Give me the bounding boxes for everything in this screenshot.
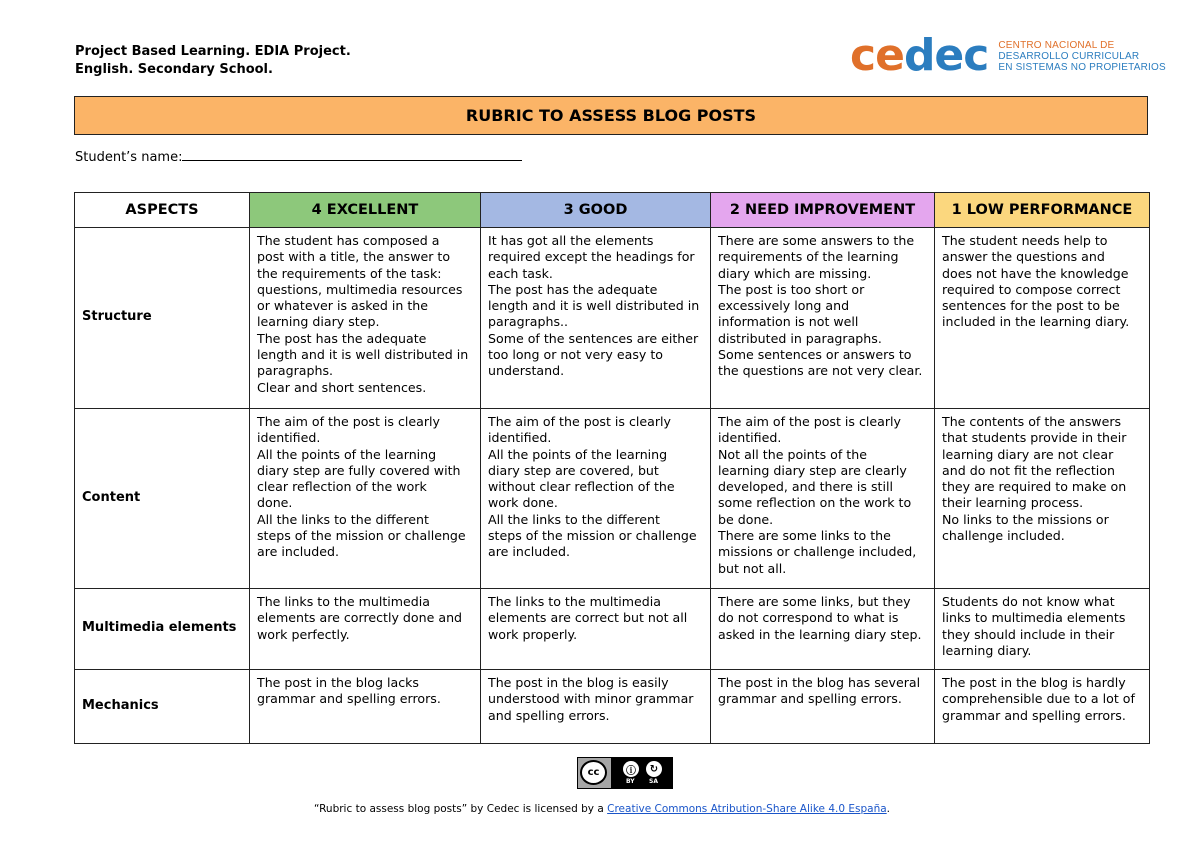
- cell-text-line: The post has the adequate: [257, 330, 427, 346]
- cell-text-line: All the points of the learning: [488, 446, 668, 462]
- sa-share-alike-icon: ↻: [646, 761, 662, 777]
- cell-text-line: identified.: [257, 430, 321, 446]
- rubric-cell: [250, 589, 481, 670]
- cedec-logo: [850, 30, 1166, 81]
- cell-text-line: It has got all the elements: [488, 233, 654, 248]
- cell-text-line: the requirements of the task:: [257, 265, 442, 281]
- cell-text-line: missions or challenge included,: [718, 544, 917, 560]
- cell-text-line: There are some links to the: [718, 528, 891, 544]
- cell-text-line: comprehensible due to a lot of: [942, 691, 1135, 707]
- cell-text-line: steps of the mission or challenge: [488, 528, 697, 544]
- cell-text-line: work properly.: [488, 626, 578, 642]
- cell-text-line: There are some links, but they: [718, 594, 911, 609]
- cell-text-line: paragraphs.: [257, 363, 334, 379]
- rubric-cell: [481, 409, 711, 589]
- cell-text-line: The aim of the post is clearly: [488, 414, 672, 429]
- rubric-cell: [935, 409, 1150, 589]
- cell-text-line: The student has composed a: [257, 233, 440, 248]
- cell-text-line: Students do not know what: [942, 594, 1115, 609]
- cell-text-line: elements are correctly done and: [257, 610, 463, 626]
- cell-text-line: learning diary.: [942, 642, 1032, 658]
- cell-text-line: excessively long and: [718, 298, 850, 314]
- cell-text-line: learning diary are not clear: [942, 446, 1114, 462]
- cell-text-line: requirements of the learning: [718, 249, 899, 265]
- cell-text-line: diary step are fully covered with: [257, 462, 461, 478]
- cc-by-sa-badge[interactable]: [577, 757, 673, 789]
- cell-text-line: are included.: [488, 544, 570, 560]
- cell-text-line: answer the questions and: [942, 249, 1105, 265]
- cell-text-line: done.: [257, 495, 293, 511]
- cell-text-line: links to multimedia elements: [942, 610, 1126, 626]
- rubric-cell: [711, 589, 935, 670]
- cell-text-line: or whatever is asked in the: [257, 298, 429, 314]
- rubric-table: [74, 192, 1150, 744]
- cell-text-line: be done.: [718, 511, 774, 527]
- cell-text-line: too long or not very easy to: [488, 347, 664, 363]
- cell-text-line: required to compose correct: [942, 281, 1121, 297]
- cc-badge-dark-panel: [611, 758, 672, 788]
- cell-text-line: The links to the multimedia: [488, 594, 661, 609]
- header-project-line: Project Based Learning. EDIA Project.: [75, 44, 351, 59]
- student-name-field: [75, 147, 522, 165]
- rubric-cell: [481, 589, 711, 670]
- column-header-2: 3 GOOD: [481, 193, 711, 228]
- student-name-blank-line: [182, 147, 522, 161]
- cell-text-line: elements are correct but not all: [488, 610, 688, 626]
- cell-text-line: length and it is well distributed in: [488, 298, 700, 314]
- table-row: [75, 670, 1150, 744]
- rubric-cell: [250, 670, 481, 744]
- cell-text-line: some reflection on the work to: [718, 495, 912, 511]
- cell-text-line: the questions are not very clear.: [718, 363, 923, 379]
- cell-text-line: sentences for the post to be: [942, 298, 1120, 314]
- cell-text-line: included in the learning diary.: [942, 314, 1130, 330]
- license-suffix: .: [886, 803, 891, 815]
- cell-text-line: asked in the learning diary step.: [718, 626, 922, 642]
- rubric-title: RUBRIC TO ASSESS BLOG POSTS: [74, 96, 1148, 135]
- cell-text-line: distributed in paragraphs.: [718, 330, 882, 346]
- cell-text-line: learning diary step.: [257, 314, 380, 330]
- rubric-cell: [711, 228, 935, 409]
- cell-text-line: challenge included.: [942, 528, 1065, 544]
- table-row: [75, 589, 1150, 670]
- logo-sub-line2: DESARROLLO CURRICULAR: [998, 50, 1140, 62]
- cell-text-line: understood with minor grammar: [488, 691, 694, 707]
- cell-text-line: The post in the blog is easily: [488, 675, 669, 690]
- cell-text-line: length and it is well distributed in: [257, 347, 469, 363]
- table-row: [75, 228, 1150, 409]
- cedec-wordmark: [850, 30, 989, 81]
- license-prefix: “Rubric to assess blog posts” by Cedec is licensed by a: [313, 803, 608, 815]
- column-header-4: 1 LOW PERFORMANCE: [935, 193, 1150, 228]
- sa-label: SA: [649, 778, 658, 785]
- table-row: [75, 409, 1150, 589]
- cell-text-line: There are some answers to the: [718, 233, 915, 248]
- rubric-header-row: [75, 193, 1150, 228]
- aspect-label: Content: [75, 409, 250, 589]
- aspect-label: Structure: [75, 228, 250, 409]
- rubric-cell: [711, 409, 935, 589]
- cell-text-line: questions, multimedia resources: [257, 281, 463, 297]
- cell-text-line: The aim of the post is clearly: [718, 414, 902, 429]
- logo-sub-line3: EN SISTEMAS NO PROPIETARIOS: [998, 61, 1166, 73]
- cell-text-line: work perfectly.: [257, 626, 350, 642]
- cell-text-line: The post in the blog has several: [718, 675, 921, 690]
- cell-text-line: required except the headings for: [488, 249, 695, 265]
- by-attribution-icon: ⓘ: [623, 761, 639, 777]
- cell-text-line: understand.: [488, 363, 565, 379]
- student-name-label: Student’s name:: [75, 150, 183, 165]
- cell-text-line: Clear and short sentences.: [257, 379, 427, 395]
- cell-text-line: diary step are covered, but: [488, 462, 659, 478]
- cell-text-line: The contents of the answers: [942, 414, 1122, 429]
- cedec-subtitle: [998, 40, 1165, 73]
- cell-text-line: post with a title, the answer to: [257, 249, 451, 265]
- rubric-cell: [935, 228, 1150, 409]
- cell-text-line: each task.: [488, 265, 553, 281]
- column-header-3: 2 NEED IMPROVEMENT: [711, 193, 935, 228]
- cell-text-line: does not have the knowledge: [942, 265, 1129, 281]
- cell-text-line: clear reflection of the work: [257, 479, 427, 495]
- cell-text-line: steps of the mission or challenge: [257, 528, 466, 544]
- cell-text-line: The post has the adequate: [488, 281, 658, 297]
- rubric-cell: [481, 670, 711, 744]
- license-statement: [0, 803, 1204, 815]
- cell-text-line: The post in the blog is hardly: [942, 675, 1126, 690]
- cell-text-line: identified.: [718, 430, 782, 446]
- cell-text-line: identified.: [488, 430, 552, 446]
- cell-text-line: The student needs help to: [942, 233, 1108, 248]
- cell-text-line: All the links to the different: [488, 511, 660, 527]
- cell-text-line: do not correspond to what is: [718, 610, 899, 626]
- cell-text-line: grammar and spelling errors.: [257, 691, 441, 707]
- cell-text-line: The links to the multimedia: [257, 594, 430, 609]
- aspect-label: Multimedia elements: [75, 589, 250, 670]
- rubric-cell: [481, 228, 711, 409]
- cell-text-line: The post in the blog lacks: [257, 675, 419, 690]
- rubric-cell: [935, 589, 1150, 670]
- cell-text-line: paragraphs..: [488, 314, 569, 330]
- cell-text-line: developed, and there is still: [718, 479, 893, 495]
- cell-text-line: grammar and spelling errors.: [718, 691, 902, 707]
- by-label: BY: [626, 778, 635, 785]
- cell-text-line: diary which are missing.: [718, 265, 872, 281]
- logo-word-part1: ce: [850, 30, 904, 81]
- column-header-0: ASPECTS: [75, 193, 250, 228]
- cell-text-line: The post is too short or: [718, 281, 865, 297]
- cell-text-line: and do not fit the reflection: [942, 462, 1115, 478]
- cell-text-line: without clear reflection of the: [488, 479, 675, 495]
- cell-text-line: information is not well: [718, 314, 859, 330]
- cell-text-line: All the points of the learning: [257, 446, 437, 462]
- cell-text-line: Some of the sentences are either: [488, 330, 699, 346]
- rubric-cell: [935, 670, 1150, 744]
- cell-text-line: No links to the missions or: [942, 511, 1109, 527]
- column-header-1: 4 EXCELLENT: [250, 193, 481, 228]
- cell-text-line: learning diary step are clearly: [718, 462, 907, 478]
- cell-text-line: they should include in their: [942, 626, 1115, 642]
- logo-word-part2: dec: [903, 30, 989, 81]
- header-subject-line: English. Secondary School.: [75, 62, 273, 77]
- rubric-cell: [250, 228, 481, 409]
- cell-text-line: their learning process.: [942, 495, 1084, 511]
- cell-text-line: The aim of the post is clearly: [257, 414, 441, 429]
- cell-text-line: Not all the points of the: [718, 446, 867, 462]
- cell-text-line: that students provide in their: [942, 430, 1127, 446]
- cell-text-line: they are required to make on: [942, 479, 1127, 495]
- rubric-cell: [711, 670, 935, 744]
- rubric-cell: [250, 409, 481, 589]
- license-link[interactable]: Creative Commons Atribution-Share Alike 4.0 España: [607, 803, 887, 815]
- aspect-label: Mechanics: [75, 670, 250, 744]
- document-header: [75, 43, 351, 79]
- cell-text-line: and spelling errors.: [488, 707, 610, 723]
- cell-text-line: work done.: [488, 495, 558, 511]
- cell-text-line: grammar and spelling errors.: [942, 707, 1126, 723]
- cell-text-line: Some sentences or answers to: [718, 347, 912, 363]
- logo-sub-line1: CENTRO NACIONAL DE: [998, 39, 1115, 51]
- cell-text-line: All the links to the different: [257, 511, 429, 527]
- cell-text-line: are included.: [257, 544, 339, 560]
- cell-text-line: but not all.: [718, 560, 787, 576]
- cc-icon: cc: [580, 760, 607, 785]
